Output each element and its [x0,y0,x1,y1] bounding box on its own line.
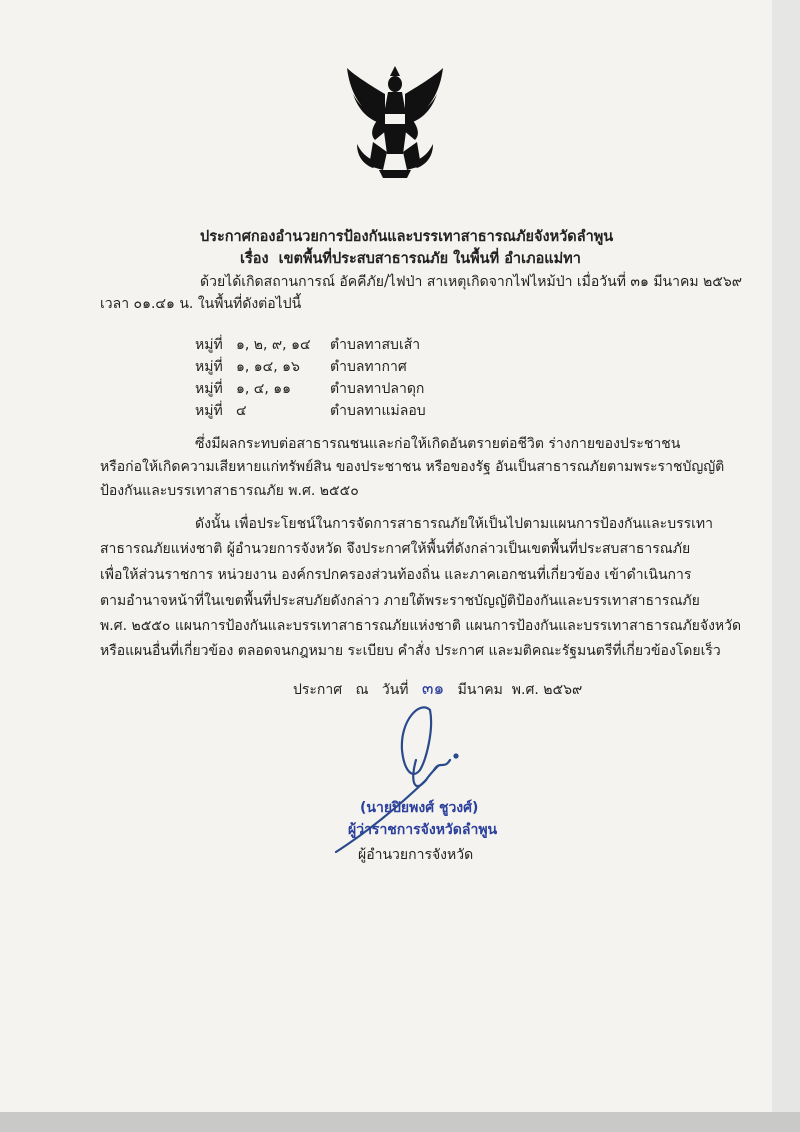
para3-line-1: ดังนั้น เพื่อประโยชน์ในการจัดการสาธารณภัยให้เป็นไปตามแผนการป้องกันและบรรเทา [195,516,713,532]
page-bottom-edge [0,1112,800,1132]
village-numbers: ๑, ๒, ๙, ๑๔ [236,337,311,353]
para2-line-2: หรือก่อให้เกิดความเสียหายแก่ทรัพย์สิน ของประชาชน หรือของรัฐ อันเป็นสาธารณภัยตามพระราชบัญญัติ [100,459,725,475]
page-edge [772,0,800,1132]
para3-line-2: สาธารณภัยแห่งชาติ ผู้อำนวยการจังหวัด จึงประกาศให้พื้นที่ดังกล่าวเป็นเขตพื้นที่ประสบสาธารณภัย [100,541,691,557]
date-prefix: ประกาศ ณ วันที่ [293,682,409,698]
date-day: ๓๑ [421,679,445,699]
area-item [0,400,700,422]
tambon-name: ตำบลทาสบเส้า [330,337,421,353]
subject-label: เรื่อง [240,251,269,267]
tambon-name: ตำบลทาปลาดุก [330,381,425,397]
village-numbers: ๑, ๔, ๑๑ [236,381,292,397]
signatory-name: (นายปิยพงศ์ ชูวงศ์) [360,800,479,816]
village-label: หมู่ที่ [195,403,223,419]
area-item [0,356,700,378]
village-label: หมู่ที่ [195,359,223,375]
para3-line-3: เพื่อให้ส่วนราชการ หน่วยงาน องค์กรปกครองส่วนท้องถิ่น และภาคเอกชนที่เกี่ยวข้อง เข้าดำเนินการ [100,567,692,583]
area-item [0,378,700,400]
village-numbers: ๔ [236,403,247,419]
subject-text: เขตพื้นที่ประสบสาธารณภัย ในพื้นที่ อำเภอแม่ทา [278,251,581,267]
village-label: หมู่ที่ [195,337,223,353]
announcement-title: ประกาศกองอำนวยการป้องกันและบรรเทาสาธารณภัยจังหวัดลำพูน [200,229,614,245]
signatory-position: ผู้ว่าราชการจังหวัดลำพูน [348,822,498,838]
para3-line-4: ตามอำนาจหน้าที่ในเขตพื้นที่ประสบภัยดังกล่าว ภายใต้พระราชบัญญัติป้องกันและบรรเทาสาธารณภัย [100,593,700,609]
intro-line-1: ด้วยได้เกิดสถานการณ์ อัคคีภัย/ไฟป่า สาเหตุเกิดจากไฟไหม้ป่า เมื่อวันที่ ๓๑ มีนาคม ๒๕๖๙ [200,274,742,290]
tambon-name: ตำบลทากาศ [330,359,407,375]
village-numbers: ๑, ๑๔, ๑๖ [236,359,300,375]
area-item [0,334,700,356]
announcement-subject [240,249,581,269]
para3-line-6: หรือแผนอื่นที่เกี่ยวข้อง ตลอดจนกฎหมาย ระเบียบ คำสั่ง ประกาศ และมติคณะรัฐมนตรีที่เกี่ยวข้องโดยเร็ว [100,643,721,659]
tambon-name: ตำบลทาแม่ลอบ [330,403,426,419]
announcement-date [293,679,582,700]
para2-line-1: ซึ่งมีผลกระทบต่อสาธารณชนและก่อให้เกิดอันตรายต่อชีวิต ร่างกายของประชาชน [195,436,681,452]
para3-line-5: พ.ศ. ๒๕๕๐ แผนการป้องกันและบรรเทาสาธารณภัยแห่งชาติ แผนการป้องกันและบรรเทาสาธารณภัยจังหวัด [100,618,742,634]
village-label: หมู่ที่ [195,381,223,397]
garuda-emblem-icon [343,64,447,180]
date-suffix: มีนาคม พ.ศ. ๒๕๖๙ [457,682,583,698]
signatory-role: ผู้อำนวยการจังหวัด [358,847,474,863]
intro-line-2: เวลา ๐๑.๔๑ น. ในพื้นที่ดังต่อไปนี้ [100,296,302,312]
para2-line-3: ป้องกันและบรรเทาสาธารณภัย พ.ศ. ๒๕๕๐ [100,483,359,499]
